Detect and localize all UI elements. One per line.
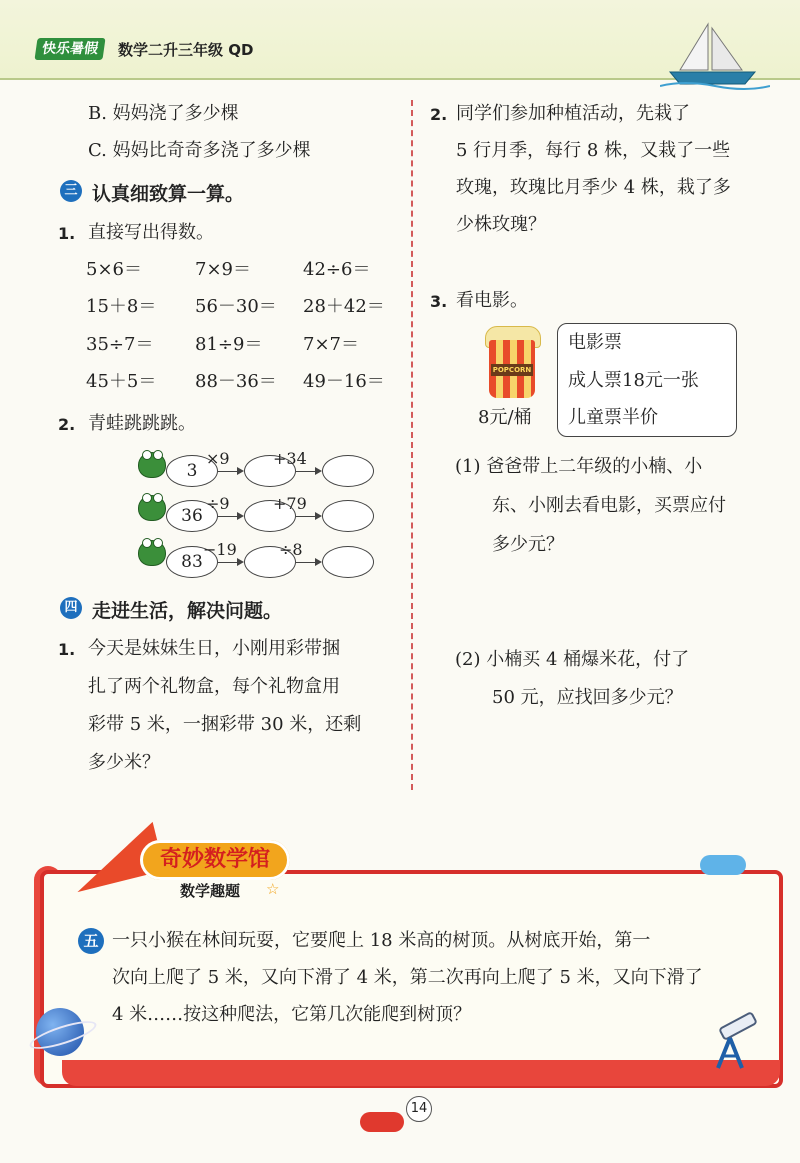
operation-label: −19 (203, 540, 237, 559)
problem-line: 多少米？ (88, 752, 160, 773)
section-badge: 三 (60, 180, 82, 202)
calc-item: 49－16＝ (303, 371, 385, 392)
frog-icon (138, 452, 166, 478)
calc-item: 45＋5＝ (86, 371, 157, 392)
frog-icon (138, 495, 166, 521)
page-number: 14 (406, 1096, 432, 1122)
scroll-bottom-edge (62, 1060, 780, 1086)
start-oval: 3 (166, 455, 218, 487)
operation-label: ×9 (206, 449, 230, 468)
question-number: 2. (430, 105, 448, 124)
subquestion-line: 东、小刚去看电影，买票应付 (492, 495, 726, 516)
problem-line: 5 行月季，每行 8 株，又栽了一些 (456, 140, 731, 161)
question-text: 看电影。 (456, 290, 528, 311)
arrow (296, 562, 316, 563)
calc-item: 5×6＝ (86, 259, 142, 280)
popcorn-label: POPCORN (492, 366, 532, 374)
option-c: C. 妈妈比奇奇多浇了多少棵 (88, 140, 311, 161)
question-text: 直接写出得数。 (88, 222, 214, 243)
arrow (218, 471, 238, 472)
operation-label: +34 (273, 449, 307, 468)
fun-math-subtitle: 数学趣题 (180, 882, 241, 900)
calc-item: 81÷9＝ (195, 334, 263, 355)
section-title: 走进生活，解决问题。 (92, 600, 283, 622)
arrowhead-icon (237, 558, 244, 566)
question-number: 2. (58, 415, 76, 434)
popcorn-price: 8元/桶 (478, 407, 532, 428)
arrow (218, 562, 238, 563)
arrowhead-icon (315, 467, 322, 475)
start-oval: 83 (166, 546, 218, 578)
arrowhead-icon (237, 512, 244, 520)
arrow (296, 516, 316, 517)
arrow (218, 516, 238, 517)
section-badge: 四 (60, 597, 82, 619)
problem-line: 扎了两个礼物盒，每个礼物盒用 (88, 676, 340, 697)
calc-item: 7×9＝ (195, 259, 251, 280)
calc-item: 15＋8＝ (86, 296, 157, 317)
calc-item: 56－30＝ (195, 296, 277, 317)
cloud-icon (700, 855, 746, 875)
calc-item: 35÷7＝ (86, 334, 154, 355)
option-b: B. 妈妈浇了多少棵 (88, 103, 239, 124)
answer-oval[interactable] (322, 500, 374, 532)
answer-oval[interactable] (322, 546, 374, 578)
start-oval: 36 (166, 500, 218, 532)
arrowhead-icon (237, 467, 244, 475)
fun-problem-line: 次向上爬了 5 米，又向下滑了 4 米，第二次再向上爬了 5 米，又向下滑了 (112, 967, 703, 988)
question-number: 1. (58, 224, 76, 243)
arrow (296, 471, 316, 472)
star-icon: ☆ (266, 880, 280, 898)
question-number: 1. (58, 640, 76, 659)
question-text: 青蛙跳跳跳。 (88, 413, 196, 434)
sailboat-icon (660, 20, 770, 90)
calc-item: 88－36＝ (195, 371, 277, 392)
ticket-line: 儿童票半价 (568, 407, 658, 428)
problem-line: 彩带 5 米，一捆彩带 30 米，还剩 (88, 714, 362, 735)
arrowhead-icon (315, 558, 322, 566)
problem-line: 玫瑰，玫瑰比月季少 4 株，栽了多 (456, 177, 731, 198)
fun-problem-line: 4 米……按这种爬法，它第几次能爬到树顶？ (112, 1004, 472, 1025)
section-badge: 五 (78, 928, 104, 954)
calc-item: 28＋42＝ (303, 296, 385, 317)
problem-line: 同学们参加种植活动，先栽了 (456, 103, 690, 124)
section-title: 认真细致算一算。 (92, 183, 245, 205)
calc-item: 42÷6＝ (303, 259, 371, 280)
arrowhead-icon (315, 512, 322, 520)
ticket-line: 成人票18元一张 (568, 370, 699, 391)
problem-line: 今天是妹妹生日，小刚用彩带捆 (88, 638, 340, 659)
fun-math-banner: 奇妙数学馆 (140, 840, 290, 880)
subquestion-line: (2) 小楠买 4 桶爆米花，付了 (455, 649, 690, 670)
calc-item: 7×7＝ (303, 334, 359, 355)
header-title: 数学二升三年级 QD (118, 41, 254, 59)
operation-label: +79 (273, 494, 307, 513)
telescope-icon (700, 1010, 760, 1070)
subquestion-line: 多少元？ (492, 534, 564, 555)
answer-oval[interactable] (322, 455, 374, 487)
subquestion-line: (1) 爸爸带上二年级的小楠、小 (455, 456, 703, 477)
column-divider (411, 100, 413, 790)
submarine-icon (360, 1112, 404, 1132)
question-number: 3. (430, 292, 448, 311)
subquestion-line: 50 元，应找回多少元？ (492, 687, 683, 708)
fun-problem-line: 一只小猴在林间玩耍，它要爬上 18 米高的树顶。从树底开始，第一 (112, 930, 651, 951)
frog-icon (138, 540, 166, 566)
operation-label: ÷8 (279, 540, 303, 559)
problem-line: 少株玫瑰？ (456, 214, 546, 235)
operation-label: ÷9 (206, 494, 230, 513)
ticket-line: 电影票 (568, 332, 622, 353)
header-tag: 快乐暑假 (34, 38, 105, 60)
